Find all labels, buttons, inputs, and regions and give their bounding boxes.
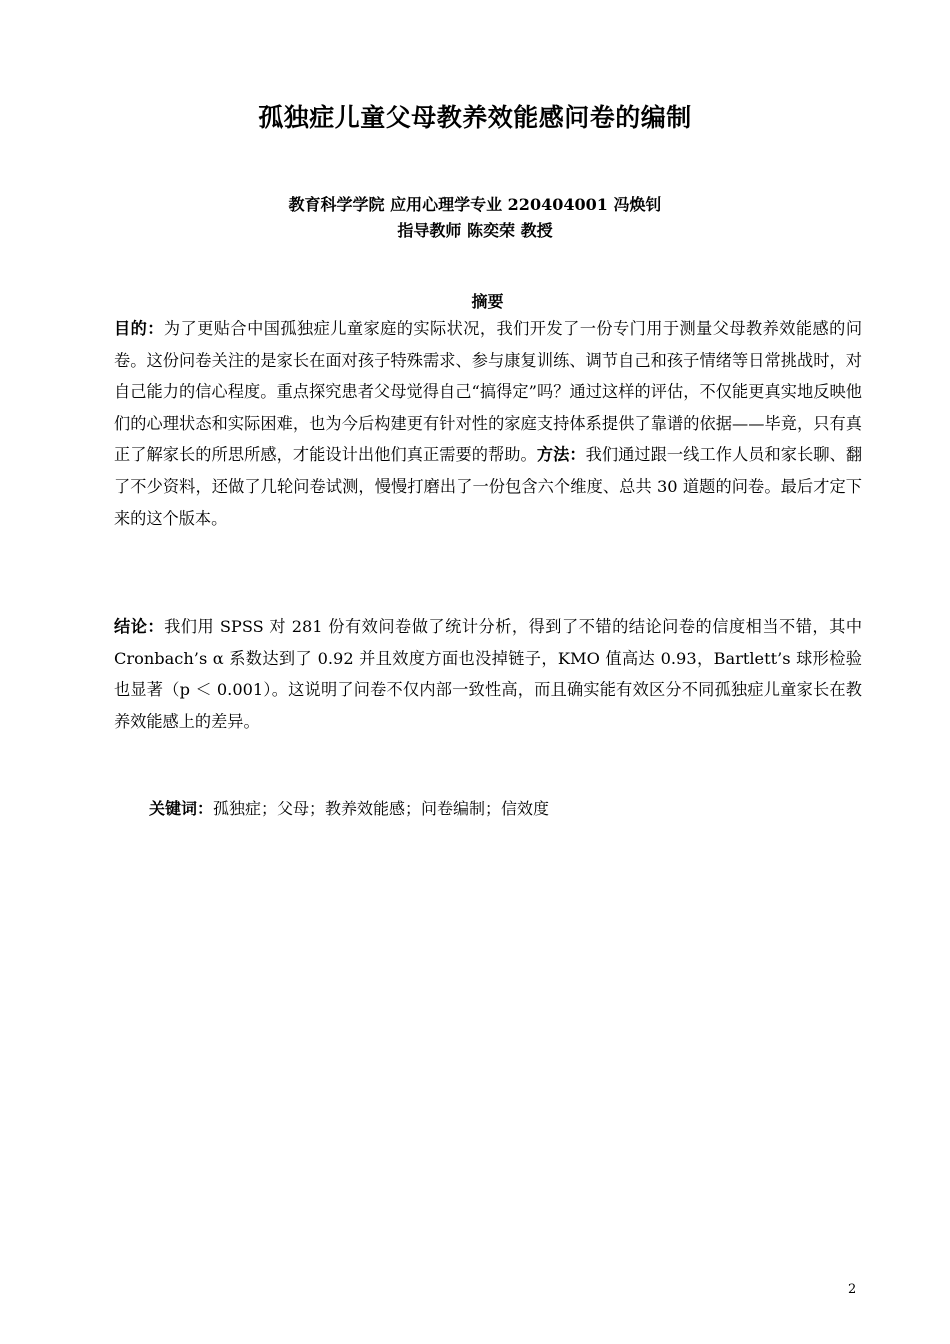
conclusion-label: 结论： xyxy=(114,617,165,636)
abstract-heading: 摘要 xyxy=(471,292,504,311)
purpose-text: 为了更贴合中国孤独症儿童家庭的实际状况，我们开发了一份专门用于测量父母教养效能感的问卷。这份问卷关注的是家长在面对孩子特殊需求、参与康复训练、调节自己和孩子情绪等日常挑战时，对自己能力的信心程度。重点探究患者父母觉得自己“搞得定”吗？通过这样的评估，不仅能更真实地反映他们的心理状态和实际困难，也为今后构建更有针对性的家庭支持体系提供了靠谱的依据——毕竟，只有真正了解家长的所思所感，才能设计出他们真正需要的帮助。 xyxy=(114,319,863,465)
conclusion-text: 我们用 SPSS 对 281 份有效问卷做了统计分析，得到了不错的结论问卷的信度相当不错，其中 Cronbach’s α 系数达到了 0.92 并且效度方面也没掉链子，KMO 值高达 0.93，Bartlett’s 球形检验也显著（p ＜ 0.001）。这说明了问卷不仅内部一致性高，而且确实能有效区分不同孤独症儿童家长在教养效能感上的差异。 xyxy=(114,617,862,731)
advisor-line: 指导教师 陈奕荣 教授 xyxy=(397,221,553,240)
keywords-text: 孤独症；父母；教养效能感；问卷编制；信效度 xyxy=(213,799,550,818)
paper-title: 孤独症儿童父母教养效能感问卷的编制 xyxy=(258,103,692,132)
method-label: 方法： xyxy=(536,445,586,465)
purpose-label: 目的： xyxy=(114,319,164,338)
page-number: 2 xyxy=(848,1282,857,1297)
keywords-label: 关键词： xyxy=(149,799,214,818)
abstract-paragraph-conclusion xyxy=(114,611,862,737)
method-text: 我们通过跟一线工作人员和家长聊、翻了不少资料，还做了几轮问卷试测，慢慢打磨出了一份包含六个维度、总共 30 道题的问卷。最后才定下来的这个版本。 xyxy=(114,445,863,528)
author-line: 教育科学学院 应用心理学专业 220404001 冯焕钊 xyxy=(288,195,662,214)
abstract-paragraph-purpose-method xyxy=(114,313,862,534)
keywords-line xyxy=(149,796,549,822)
